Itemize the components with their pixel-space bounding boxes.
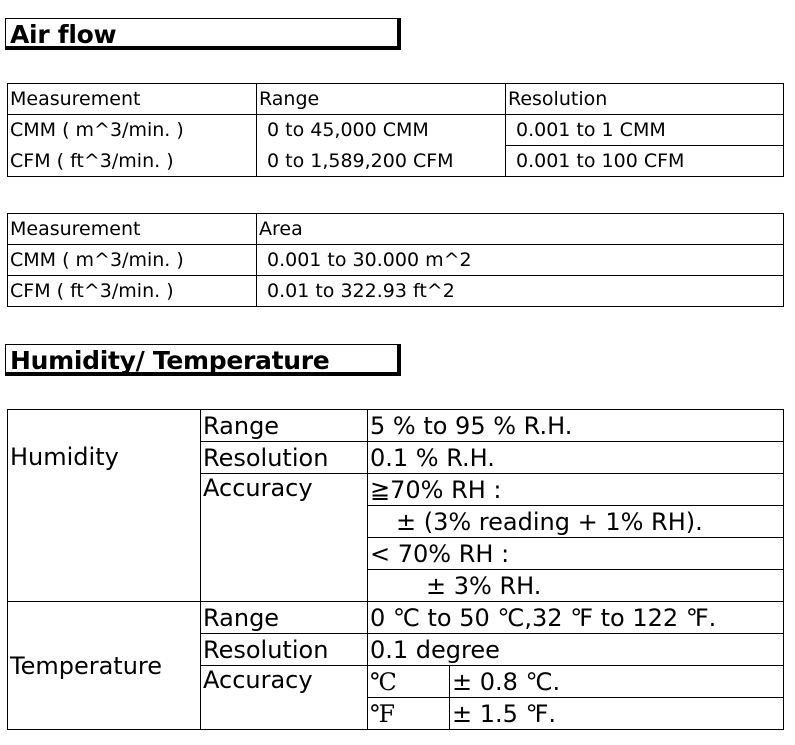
humidity-accuracy-line: ≧70% RH : bbox=[368, 474, 784, 506]
table-row bbox=[8, 410, 784, 442]
humidity-resolution-label: Resolution bbox=[201, 442, 368, 474]
temperature-range-label: Range bbox=[201, 602, 368, 634]
table-header-row bbox=[8, 84, 784, 115]
celsius-unit: ℃ bbox=[368, 666, 450, 698]
table-row bbox=[8, 245, 784, 276]
temperature-accuracy-label: Accuracy bbox=[201, 666, 368, 730]
measurement-cell: CFM ( ft^3/min. ) bbox=[8, 146, 257, 177]
resolution-cell: 0.001 to 1 CMM bbox=[506, 115, 784, 146]
table-row bbox=[8, 276, 784, 307]
humidity-label: Humidity bbox=[8, 410, 201, 602]
fahrenheit-unit: ℉ bbox=[368, 698, 450, 730]
header-resolution: Resolution bbox=[506, 84, 784, 115]
measurement-cell: CMM ( m^3/min. ) bbox=[8, 115, 257, 146]
table-row bbox=[8, 115, 784, 146]
humidity-range-label: Range bbox=[201, 410, 368, 442]
header-range: Range bbox=[257, 84, 506, 115]
humidity-accuracy-label: Accuracy bbox=[201, 474, 368, 602]
temperature-resolution-value: 0.1 degree bbox=[368, 634, 784, 666]
humtemp-section-title: Humidity/ Temperature bbox=[5, 344, 401, 376]
area-cell: 0.001 to 30.000 m^2 bbox=[257, 245, 784, 276]
table-header-row bbox=[8, 214, 784, 245]
range-cell: 0 to 45,000 CMM bbox=[257, 115, 506, 146]
humidity-resolution-value: 0.1 % R.H. bbox=[368, 442, 784, 474]
temperature-label: Temperature bbox=[8, 602, 201, 730]
airflow-area-table bbox=[7, 213, 784, 307]
airflow-section-title: Air flow bbox=[5, 18, 401, 50]
humidity-accuracy-line: ± 3% RH. bbox=[368, 570, 784, 602]
measurement-cell: CMM ( m^3/min. ) bbox=[8, 245, 257, 276]
resolution-cell: 0.001 to 100 CFM bbox=[506, 146, 784, 177]
fahrenheit-accuracy-value: ± 1.5 ℉. bbox=[450, 698, 784, 730]
range-cell: 0 to 1,589,200 CFM bbox=[257, 146, 506, 177]
table-row bbox=[8, 146, 784, 177]
header-measurement: Measurement bbox=[8, 84, 257, 115]
header-area: Area bbox=[257, 214, 784, 245]
measurement-cell: CFM ( ft^3/min. ) bbox=[8, 276, 257, 307]
humidity-range-value: 5 % to 95 % R.H. bbox=[368, 410, 784, 442]
airflow-range-table bbox=[7, 83, 784, 177]
header-measurement: Measurement bbox=[8, 214, 257, 245]
humidity-accuracy-line: ± (3% reading + 1% RH). bbox=[368, 506, 784, 538]
humidity-temperature-table bbox=[7, 409, 784, 730]
humidity-accuracy-line: < 70% RH : bbox=[368, 538, 784, 570]
temperature-resolution-label: Resolution bbox=[201, 634, 368, 666]
celsius-accuracy-value: ± 0.8 ℃. bbox=[450, 666, 784, 698]
table-row bbox=[8, 602, 784, 634]
temperature-range-value: 0 ℃ to 50 ℃,32 ℉ to 122 ℉. bbox=[368, 602, 784, 634]
area-cell: 0.01 to 322.93 ft^2 bbox=[257, 276, 784, 307]
